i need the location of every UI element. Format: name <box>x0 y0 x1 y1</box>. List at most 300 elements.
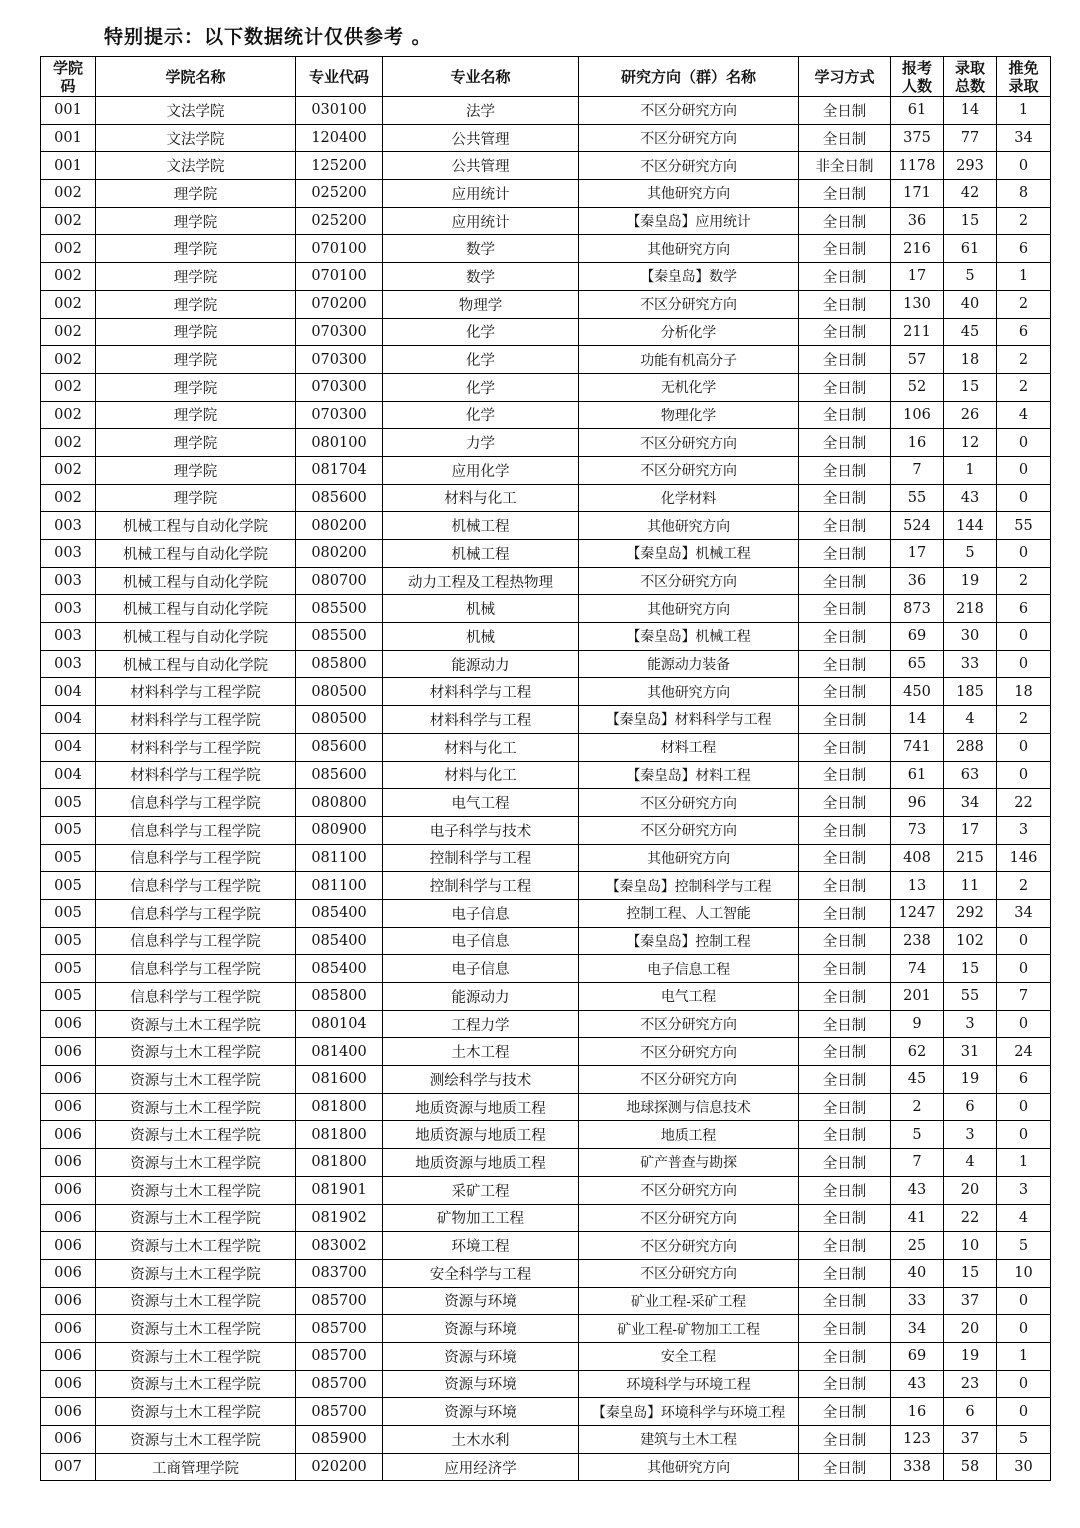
applicants-cell: 61 <box>891 97 944 125</box>
table-row <box>41 1426 1051 1454</box>
major-name-cell: 能源动力 <box>383 650 579 678</box>
college-name-cell: 信息科学与工程学院 <box>96 816 296 844</box>
table-row <box>41 1342 1051 1370</box>
table-row <box>41 1453 1051 1481</box>
table-row <box>41 97 1051 125</box>
applicants-cell: 17 <box>891 540 944 568</box>
admitted-cell: 17 <box>944 816 997 844</box>
applicants-cell: 36 <box>891 567 944 595</box>
study-mode-cell: 全日制 <box>799 1342 891 1370</box>
college-name-cell: 资源与土木工程学院 <box>96 1370 296 1398</box>
research-direction-cell: 不区分研究方向 <box>579 1232 799 1260</box>
major-code-cell: 025200 <box>296 207 383 235</box>
table-row <box>41 678 1051 706</box>
major-code-cell: 080200 <box>296 512 383 540</box>
major-code-cell: 080100 <box>296 429 383 457</box>
study-mode-cell: 全日制 <box>799 290 891 318</box>
college-name-cell: 文法学院 <box>96 152 296 180</box>
research-direction-cell: 电气工程 <box>579 983 799 1011</box>
study-mode-cell: 全日制 <box>799 623 891 651</box>
table-row <box>41 1093 1051 1121</box>
table-row <box>41 1398 1051 1426</box>
exempt-admitted-cell: 55 <box>997 512 1051 540</box>
exempt-admitted-cell: 18 <box>997 678 1051 706</box>
research-direction-cell: 【秦皇岛】数学 <box>579 263 799 291</box>
major-name-cell: 地质资源与地质工程 <box>383 1093 579 1121</box>
college-name-cell: 理学院 <box>96 180 296 208</box>
research-direction-cell: 不区分研究方向 <box>579 1204 799 1232</box>
research-direction-cell: 不区分研究方向 <box>579 290 799 318</box>
major-name-cell: 资源与环境 <box>383 1398 579 1426</box>
study-mode-cell: 全日制 <box>799 346 891 374</box>
major-name-cell: 机械工程 <box>383 540 579 568</box>
admitted-cell: 5 <box>944 540 997 568</box>
admitted-cell: 20 <box>944 1315 997 1343</box>
exempt-admitted-cell: 0 <box>997 927 1051 955</box>
exempt-admitted-cell: 1 <box>997 97 1051 125</box>
major-name-cell: 应用化学 <box>383 456 579 484</box>
college-code-cell: 007 <box>41 1453 96 1481</box>
exempt-admitted-cell: 4 <box>997 1204 1051 1232</box>
research-direction-cell: 能源动力装备 <box>579 650 799 678</box>
applicants-cell: 17 <box>891 263 944 291</box>
table-row <box>41 456 1051 484</box>
major-code-cell: 070200 <box>296 290 383 318</box>
admitted-cell: 15 <box>944 207 997 235</box>
table-row <box>41 816 1051 844</box>
college-name-cell: 资源与土木工程学院 <box>96 1315 296 1343</box>
major-name-cell: 采矿工程 <box>383 1176 579 1204</box>
college-name-cell: 资源与土木工程学院 <box>96 1149 296 1177</box>
college-code-cell: 006 <box>41 1315 96 1343</box>
header-major-code <box>296 57 383 97</box>
research-direction-cell: 其他研究方向 <box>579 678 799 706</box>
exempt-admitted-cell: 6 <box>997 595 1051 623</box>
college-name-cell: 资源与土木工程学院 <box>96 1121 296 1149</box>
admission-table <box>40 56 1051 1481</box>
college-name-cell: 文法学院 <box>96 97 296 125</box>
major-code-cell: 085400 <box>296 927 383 955</box>
applicants-cell: 7 <box>891 456 944 484</box>
research-direction-cell: 【秦皇岛】机械工程 <box>579 540 799 568</box>
admitted-cell: 63 <box>944 761 997 789</box>
college-name-cell: 信息科学与工程学院 <box>96 789 296 817</box>
table-row <box>41 1259 1051 1287</box>
research-direction-cell: 【秦皇岛】机械工程 <box>579 623 799 651</box>
exempt-admitted-cell: 2 <box>997 373 1051 401</box>
table-row <box>41 761 1051 789</box>
major-code-cell: 030100 <box>296 97 383 125</box>
applicants-cell: 43 <box>891 1176 944 1204</box>
admitted-cell: 292 <box>944 899 997 927</box>
study-mode-cell: 全日制 <box>799 899 891 927</box>
study-mode-cell: 全日制 <box>799 235 891 263</box>
exempt-admitted-cell: 0 <box>997 456 1051 484</box>
admitted-cell: 215 <box>944 844 997 872</box>
major-name-cell: 地质资源与地质工程 <box>383 1121 579 1149</box>
applicants-cell: 408 <box>891 844 944 872</box>
study-mode-cell: 全日制 <box>799 1010 891 1038</box>
study-mode-cell: 全日制 <box>799 1370 891 1398</box>
study-mode-cell: 全日制 <box>799 567 891 595</box>
study-mode-cell: 全日制 <box>799 955 891 983</box>
exempt-admitted-cell: 2 <box>997 290 1051 318</box>
college-name-cell: 理学院 <box>96 263 296 291</box>
admitted-cell: 55 <box>944 983 997 1011</box>
major-code-cell: 085600 <box>296 484 383 512</box>
exempt-admitted-cell: 2 <box>997 706 1051 734</box>
header-college-name-line: 学院名称 <box>165 67 226 86</box>
college-name-cell: 资源与土木工程学院 <box>96 1204 296 1232</box>
major-code-cell: 070300 <box>296 373 383 401</box>
admitted-cell: 19 <box>944 1342 997 1370</box>
major-name-cell: 机械工程 <box>383 512 579 540</box>
study-mode-cell: 全日制 <box>799 761 891 789</box>
major-name-cell: 材料科学与工程 <box>383 706 579 734</box>
header-major-name <box>383 57 579 97</box>
admitted-cell: 23 <box>944 1370 997 1398</box>
research-direction-cell: 【秦皇岛】材料科学与工程 <box>579 706 799 734</box>
major-code-cell: 083002 <box>296 1232 383 1260</box>
exempt-admitted-cell: 0 <box>997 429 1051 457</box>
college-name-cell: 机械工程与自动化学院 <box>96 540 296 568</box>
exempt-admitted-cell: 0 <box>997 733 1051 761</box>
admitted-cell: 37 <box>944 1287 997 1315</box>
research-direction-cell: 功能有机高分子 <box>579 346 799 374</box>
college-code-cell: 006 <box>41 1232 96 1260</box>
major-name-cell: 控制科学与工程 <box>383 844 579 872</box>
major-code-cell: 070100 <box>296 263 383 291</box>
college-code-cell: 006 <box>41 1066 96 1094</box>
college-name-cell: 信息科学与工程学院 <box>96 983 296 1011</box>
major-code-cell: 070300 <box>296 318 383 346</box>
college-name-cell: 理学院 <box>96 346 296 374</box>
study-mode-cell: 全日制 <box>799 318 891 346</box>
applicants-cell: 1178 <box>891 152 944 180</box>
college-code-cell: 005 <box>41 789 96 817</box>
college-code-cell: 005 <box>41 872 96 900</box>
admitted-cell: 58 <box>944 1453 997 1481</box>
major-name-cell: 测绘科学与技术 <box>383 1066 579 1094</box>
college-code-cell: 002 <box>41 346 96 374</box>
college-code-cell: 006 <box>41 1093 96 1121</box>
study-mode-cell: 全日制 <box>799 1453 891 1481</box>
research-direction-cell: 其他研究方向 <box>579 595 799 623</box>
research-direction-cell: 不区分研究方向 <box>579 456 799 484</box>
major-name-cell: 化学 <box>383 346 579 374</box>
major-code-cell: 085600 <box>296 761 383 789</box>
study-mode-cell: 全日制 <box>799 927 891 955</box>
exempt-admitted-cell: 5 <box>997 1232 1051 1260</box>
applicants-cell: 106 <box>891 401 944 429</box>
college-name-cell: 机械工程与自动化学院 <box>96 623 296 651</box>
college-name-cell: 信息科学与工程学院 <box>96 955 296 983</box>
research-direction-cell: 【秦皇岛】应用统计 <box>579 207 799 235</box>
major-name-cell: 安全科学与工程 <box>383 1259 579 1287</box>
exempt-admitted-cell: 0 <box>997 152 1051 180</box>
table-row <box>41 235 1051 263</box>
study-mode-cell: 全日制 <box>799 1038 891 1066</box>
college-code-cell: 003 <box>41 540 96 568</box>
research-direction-cell: 分析化学 <box>579 318 799 346</box>
major-name-cell: 土木工程 <box>383 1038 579 1066</box>
college-code-cell: 005 <box>41 983 96 1011</box>
study-mode-cell: 全日制 <box>799 484 891 512</box>
major-code-cell: 070300 <box>296 346 383 374</box>
table-row <box>41 373 1051 401</box>
header-admitted <box>944 57 997 97</box>
applicants-cell: 57 <box>891 346 944 374</box>
table-row <box>41 207 1051 235</box>
major-name-cell: 工程力学 <box>383 1010 579 1038</box>
research-direction-cell: 不区分研究方向 <box>579 789 799 817</box>
header-college-code-line: 码 <box>60 76 76 95</box>
study-mode-cell: 全日制 <box>799 844 891 872</box>
major-code-cell: 080200 <box>296 540 383 568</box>
study-mode-cell: 全日制 <box>799 706 891 734</box>
major-name-cell: 化学 <box>383 401 579 429</box>
study-mode-cell: 全日制 <box>799 1287 891 1315</box>
admitted-cell: 1 <box>944 456 997 484</box>
major-name-cell: 应用经济学 <box>383 1453 579 1481</box>
college-code-cell: 002 <box>41 318 96 346</box>
applicants-cell: 69 <box>891 623 944 651</box>
table-row <box>41 927 1051 955</box>
college-code-cell: 003 <box>41 623 96 651</box>
header-research-direction <box>579 57 799 97</box>
admitted-cell: 218 <box>944 595 997 623</box>
admitted-cell: 40 <box>944 290 997 318</box>
college-name-cell: 材料科学与工程学院 <box>96 761 296 789</box>
study-mode-cell: 全日制 <box>799 1426 891 1454</box>
header-exempt-admitted <box>997 57 1051 97</box>
table-row <box>41 1204 1051 1232</box>
study-mode-cell: 全日制 <box>799 678 891 706</box>
exempt-admitted-cell: 0 <box>997 1315 1051 1343</box>
research-direction-cell: 不区分研究方向 <box>579 124 799 152</box>
admitted-cell: 144 <box>944 512 997 540</box>
table-row <box>41 955 1051 983</box>
admitted-cell: 102 <box>944 927 997 955</box>
college-name-cell: 理学院 <box>96 484 296 512</box>
table-row <box>41 733 1051 761</box>
study-mode-cell: 全日制 <box>799 1259 891 1287</box>
study-mode-cell: 全日制 <box>799 180 891 208</box>
exempt-admitted-cell: 2 <box>997 567 1051 595</box>
admitted-cell: 34 <box>944 789 997 817</box>
college-name-cell: 材料科学与工程学院 <box>96 678 296 706</box>
college-code-cell: 006 <box>41 1121 96 1149</box>
college-code-cell: 006 <box>41 1342 96 1370</box>
research-direction-cell: 建筑与土木工程 <box>579 1426 799 1454</box>
table-row <box>41 789 1051 817</box>
research-direction-cell: 其他研究方向 <box>579 180 799 208</box>
exempt-admitted-cell: 24 <box>997 1038 1051 1066</box>
college-name-cell: 资源与土木工程学院 <box>96 1398 296 1426</box>
exempt-admitted-cell: 0 <box>997 1370 1051 1398</box>
research-direction-cell: 不区分研究方向 <box>579 1259 799 1287</box>
research-direction-cell: 【秦皇岛】控制工程 <box>579 927 799 955</box>
applicants-cell: 211 <box>891 318 944 346</box>
table-row <box>41 567 1051 595</box>
table-row <box>41 872 1051 900</box>
table-row <box>41 1149 1051 1177</box>
college-name-cell: 资源与土木工程学院 <box>96 1342 296 1370</box>
applicants-cell: 5 <box>891 1121 944 1149</box>
college-name-cell: 资源与土木工程学院 <box>96 1232 296 1260</box>
table-row <box>41 706 1051 734</box>
study-mode-cell: 全日制 <box>799 1398 891 1426</box>
major-code-cell: 085700 <box>296 1287 383 1315</box>
applicants-cell: 25 <box>891 1232 944 1260</box>
header-applicants-line: 报考 <box>901 58 932 77</box>
study-mode-cell: 全日制 <box>799 540 891 568</box>
college-code-cell: 005 <box>41 844 96 872</box>
research-direction-cell: 地球探测与信息技术 <box>579 1093 799 1121</box>
header-applicants-line: 人数 <box>901 76 932 95</box>
header-exempt-admitted-line: 录取 <box>1008 76 1039 95</box>
major-code-cell: 081800 <box>296 1121 383 1149</box>
header-admitted-line: 录取 <box>954 58 985 77</box>
exempt-admitted-cell: 0 <box>997 1121 1051 1149</box>
applicants-cell: 96 <box>891 789 944 817</box>
admitted-cell: 43 <box>944 484 997 512</box>
research-direction-cell: 矿产普查与勘探 <box>579 1149 799 1177</box>
admitted-cell: 20 <box>944 1176 997 1204</box>
applicants-cell: 61 <box>891 761 944 789</box>
college-code-cell: 006 <box>41 1149 96 1177</box>
admitted-cell: 3 <box>944 1121 997 1149</box>
college-code-cell: 002 <box>41 235 96 263</box>
applicants-cell: 40 <box>891 1259 944 1287</box>
admitted-cell: 12 <box>944 429 997 457</box>
major-code-cell: 085400 <box>296 955 383 983</box>
college-code-cell: 003 <box>41 567 96 595</box>
college-name-cell: 机械工程与自动化学院 <box>96 567 296 595</box>
study-mode-cell: 全日制 <box>799 373 891 401</box>
study-mode-cell: 全日制 <box>799 263 891 291</box>
study-mode-cell: 全日制 <box>799 650 891 678</box>
major-code-cell: 085500 <box>296 623 383 651</box>
table-row <box>41 1010 1051 1038</box>
college-name-cell: 理学院 <box>96 373 296 401</box>
research-direction-cell: 【秦皇岛】材料工程 <box>579 761 799 789</box>
exempt-admitted-cell: 10 <box>997 1259 1051 1287</box>
admitted-cell: 45 <box>944 318 997 346</box>
exempt-admitted-cell: 2 <box>997 346 1051 374</box>
table-row <box>41 983 1051 1011</box>
college-name-cell: 材料科学与工程学院 <box>96 733 296 761</box>
table-row <box>41 623 1051 651</box>
major-code-cell: 085700 <box>296 1315 383 1343</box>
exempt-admitted-cell: 146 <box>997 844 1051 872</box>
applicants-cell: 338 <box>891 1453 944 1481</box>
exempt-admitted-cell: 0 <box>997 955 1051 983</box>
exempt-admitted-cell: 6 <box>997 318 1051 346</box>
exempt-admitted-cell: 0 <box>997 484 1051 512</box>
major-name-cell: 材料科学与工程 <box>383 678 579 706</box>
major-name-cell: 动力工程及工程热物理 <box>383 567 579 595</box>
applicants-cell: 43 <box>891 1370 944 1398</box>
applicants-cell: 123 <box>891 1426 944 1454</box>
study-mode-cell: 全日制 <box>799 456 891 484</box>
header-college-name <box>96 57 296 97</box>
college-name-cell: 工商管理学院 <box>96 1453 296 1481</box>
table-row <box>41 290 1051 318</box>
table-row <box>41 401 1051 429</box>
header-study-mode-line: 学习方式 <box>814 67 875 86</box>
table-header-row <box>41 57 1051 97</box>
major-code-cell: 081902 <box>296 1204 383 1232</box>
major-code-cell: 080900 <box>296 816 383 844</box>
college-code-cell: 006 <box>41 1370 96 1398</box>
college-code-cell: 005 <box>41 816 96 844</box>
college-code-cell: 005 <box>41 955 96 983</box>
exempt-admitted-cell: 0 <box>997 650 1051 678</box>
research-direction-cell: 矿业工程-矿物加工工程 <box>579 1315 799 1343</box>
study-mode-cell: 全日制 <box>799 1315 891 1343</box>
table-row <box>41 595 1051 623</box>
admitted-cell: 185 <box>944 678 997 706</box>
major-name-cell: 数学 <box>383 263 579 291</box>
applicants-cell: 55 <box>891 484 944 512</box>
research-direction-cell: 不区分研究方向 <box>579 816 799 844</box>
major-code-cell: 025200 <box>296 180 383 208</box>
table-row <box>41 512 1051 540</box>
college-name-cell: 理学院 <box>96 456 296 484</box>
exempt-admitted-cell: 0 <box>997 1010 1051 1038</box>
study-mode-cell: 全日制 <box>799 207 891 235</box>
college-code-cell: 004 <box>41 733 96 761</box>
research-direction-cell: 不区分研究方向 <box>579 1176 799 1204</box>
major-code-cell: 020200 <box>296 1453 383 1481</box>
study-mode-cell: 非全日制 <box>799 152 891 180</box>
admitted-cell: 15 <box>944 1259 997 1287</box>
college-name-cell: 资源与土木工程学院 <box>96 1010 296 1038</box>
major-code-cell: 081600 <box>296 1066 383 1094</box>
college-code-cell: 006 <box>41 1398 96 1426</box>
applicants-cell: 65 <box>891 650 944 678</box>
applicants-cell: 33 <box>891 1287 944 1315</box>
applicants-cell: 62 <box>891 1038 944 1066</box>
admitted-cell: 293 <box>944 152 997 180</box>
college-code-cell: 004 <box>41 678 96 706</box>
major-code-cell: 085600 <box>296 733 383 761</box>
study-mode-cell: 全日制 <box>799 124 891 152</box>
major-name-cell: 机械 <box>383 623 579 651</box>
applicants-cell: 375 <box>891 124 944 152</box>
college-name-cell: 信息科学与工程学院 <box>96 844 296 872</box>
major-code-cell: 085700 <box>296 1370 383 1398</box>
table-row <box>41 318 1051 346</box>
header-major-name-line: 专业名称 <box>450 67 511 86</box>
major-name-cell: 环境工程 <box>383 1232 579 1260</box>
exempt-admitted-cell: 0 <box>997 623 1051 651</box>
major-name-cell: 控制科学与工程 <box>383 872 579 900</box>
study-mode-cell: 全日制 <box>799 1121 891 1149</box>
college-name-cell: 机械工程与自动化学院 <box>96 595 296 623</box>
college-code-cell: 002 <box>41 180 96 208</box>
table-row <box>41 1315 1051 1343</box>
major-name-cell: 资源与环境 <box>383 1315 579 1343</box>
study-mode-cell: 全日制 <box>799 512 891 540</box>
college-code-cell: 002 <box>41 263 96 291</box>
study-mode-cell: 全日制 <box>799 97 891 125</box>
exempt-admitted-cell: 4 <box>997 401 1051 429</box>
table-row <box>41 484 1051 512</box>
study-mode-cell: 全日制 <box>799 1149 891 1177</box>
major-name-cell: 化学 <box>383 373 579 401</box>
